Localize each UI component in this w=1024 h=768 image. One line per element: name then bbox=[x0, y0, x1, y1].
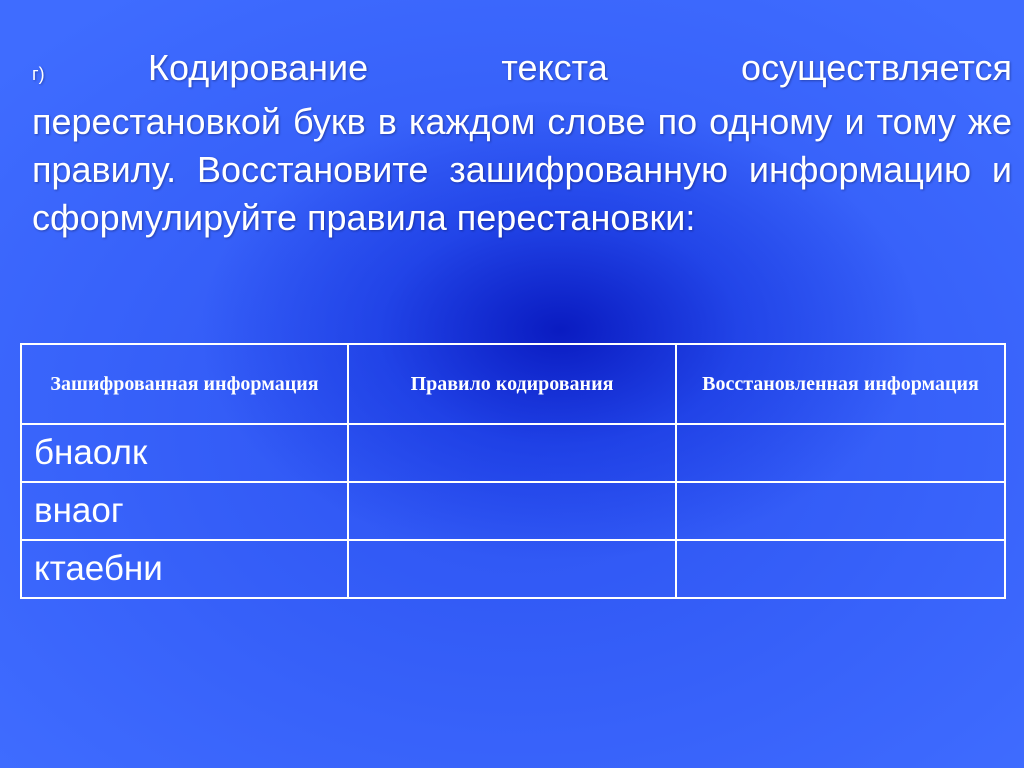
header-restored: Восстановленная информация bbox=[676, 344, 1005, 424]
task-text: Кодирование текста осуществляется перестановкой букв в каждом слове по одному и тому же правилу. Восстановите зашифрованную информацию и сформулируйте правила перестановки: bbox=[32, 47, 1012, 238]
table-header-row bbox=[21, 344, 1005, 424]
rule-cell[interactable] bbox=[348, 540, 676, 598]
restored-cell[interactable] bbox=[676, 424, 1005, 482]
encrypted-cell: ктаебни bbox=[21, 540, 348, 598]
cipher-table bbox=[20, 343, 1006, 599]
restored-cell[interactable] bbox=[676, 482, 1005, 540]
rule-cell[interactable] bbox=[348, 482, 676, 540]
task-marker: г) bbox=[32, 64, 45, 84]
rule-cell[interactable] bbox=[348, 424, 676, 482]
header-encrypted: Зашифрованная информация bbox=[21, 344, 348, 424]
task-statement bbox=[32, 44, 1012, 242]
encrypted-cell: внаог bbox=[21, 482, 348, 540]
header-rule: Правило кодирования bbox=[348, 344, 676, 424]
encrypted-cell: бнаолк bbox=[21, 424, 348, 482]
table-row bbox=[21, 424, 1005, 482]
table-row bbox=[21, 482, 1005, 540]
restored-cell[interactable] bbox=[676, 540, 1005, 598]
table-row bbox=[21, 540, 1005, 598]
